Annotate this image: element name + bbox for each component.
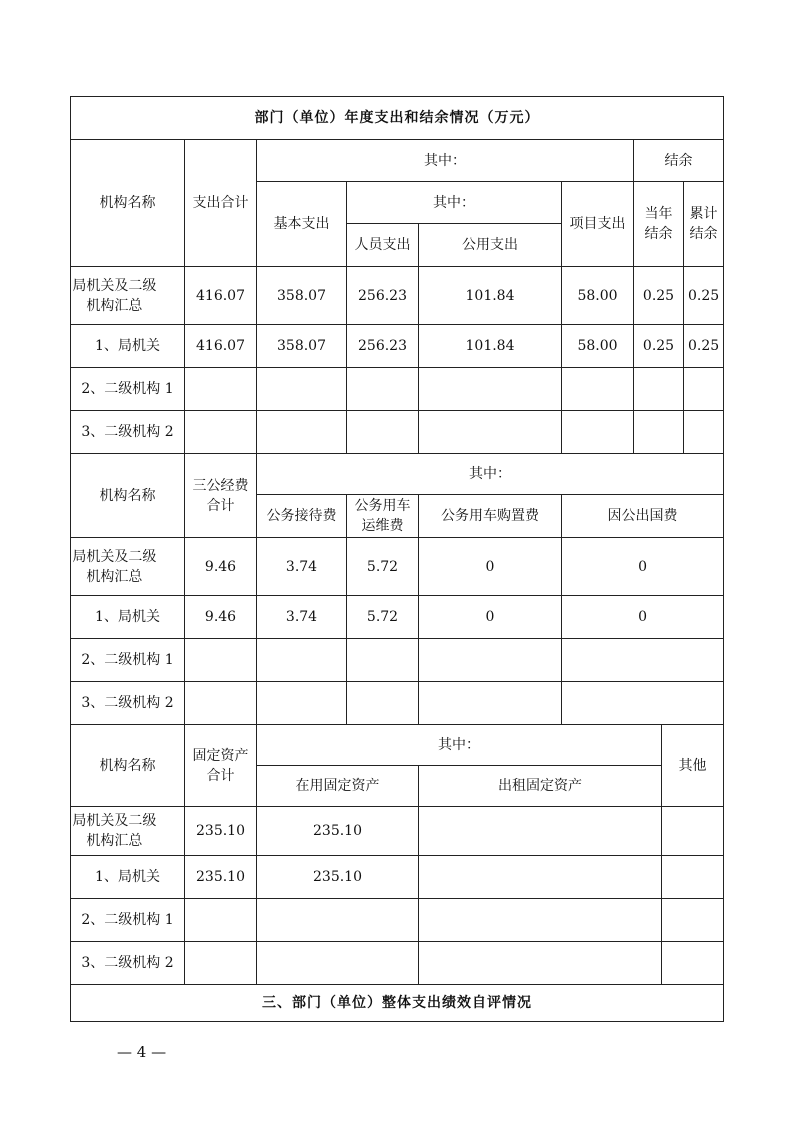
row-org-name: 2、二级机构 1 [71,368,185,411]
cell-abroad [562,639,724,682]
cell-total [185,639,257,682]
cell-project [562,368,634,411]
header-leased-assets: 出租固定资产 [419,766,662,807]
header-total-expenditure: 支出合计 [185,140,257,267]
cell-vehicle-purchase: 0 [419,538,562,596]
cell-leased [419,942,662,985]
header-reception: 公务接待费 [257,495,347,538]
cell-total [185,682,257,725]
cell-abroad: 0 [562,538,724,596]
cell-personnel: 256.23 [347,267,419,325]
header-surplus: 结余 [634,140,724,182]
row-org-name: 2、二级机构 1 [71,899,185,942]
cell-in-use: 235.10 [257,807,419,856]
cell-project: 58.00 [562,325,634,368]
expenditure-surplus-table [70,96,724,1022]
cell-public: 101.84 [419,325,562,368]
table-row [71,682,724,725]
row-org-name: 3、二级机构 2 [71,942,185,985]
section-heading: 三、部门（单位）整体支出绩效自评情况 [71,985,724,1022]
cell-total: 9.46 [185,538,257,596]
cell-public: 101.84 [419,267,562,325]
cell-current-surplus: 0.25 [634,325,684,368]
cell-total [185,411,257,454]
cell-other [662,942,724,985]
cell-project: 58.00 [562,267,634,325]
cell-cumulative-surplus: 0.25 [684,325,724,368]
header-of-which-basic: 其中： [347,182,562,224]
table-row [71,411,724,454]
header-org-name: 机构名称 [71,140,185,267]
cell-cumulative-surplus: 0.25 [684,267,724,325]
cell-in-use [257,942,419,985]
table-row [71,325,724,368]
cell-leased [419,807,662,856]
cell-vehicle-ops [347,639,419,682]
cell-personnel [347,368,419,411]
cell-other [662,807,724,856]
cell-basic [257,411,347,454]
cell-total [185,942,257,985]
table-row [71,807,724,856]
row-org-name: 3、二级机构 2 [71,682,185,725]
cell-basic: 358.07 [257,267,347,325]
header-in-use-assets: 在用固定资产 [257,766,419,807]
table-row [71,899,724,942]
table-row [71,639,724,682]
cell-personnel [347,411,419,454]
row-org-name: 1、局机关 [71,325,185,368]
cell-personnel: 256.23 [347,325,419,368]
page-number: — 4 — [117,1043,167,1061]
cell-current-surplus [634,411,684,454]
header-other: 其他 [662,725,724,807]
header-org-name: 机构名称 [71,454,185,538]
cell-leased [419,899,662,942]
cell-public [419,368,562,411]
row-org-name: 2、二级机构 1 [71,639,185,682]
header-current-year-surplus: 当年结余 [634,182,684,267]
header-three-public-total: 三公经费合计 [185,454,257,538]
header-org-name: 机构名称 [71,725,185,807]
cell-vehicle-ops: 5.72 [347,538,419,596]
cell-cumulative-surplus [684,411,724,454]
cell-other [662,856,724,899]
table-row [71,368,724,411]
cell-reception [257,639,347,682]
cell-cumulative-surplus [684,368,724,411]
cell-total [185,368,257,411]
cell-reception: 3.74 [257,538,347,596]
cell-vehicle-purchase: 0 [419,596,562,639]
cell-abroad: 0 [562,596,724,639]
row-org-name: 局机关及二级机构汇总 [71,267,185,325]
cell-total: 416.07 [185,325,257,368]
cell-total [185,899,257,942]
cell-total: 416.07 [185,267,257,325]
header-vehicle-ops: 公务用车运维费 [347,495,419,538]
cell-abroad [562,682,724,725]
cell-vehicle-purchase [419,639,562,682]
header-of-which: 其中： [257,725,662,766]
cell-reception [257,682,347,725]
header-personnel-expenditure: 人员支出 [347,224,419,267]
cell-total: 235.10 [185,807,257,856]
header-cumulative-surplus: 累计结余 [684,182,724,267]
table-row [71,267,724,325]
cell-public [419,411,562,454]
row-org-name: 3、二级机构 2 [71,411,185,454]
row-org-name: 1、局机关 [71,596,185,639]
header-project-expenditure: 项目支出 [562,182,634,267]
cell-other [662,899,724,942]
cell-current-surplus: 0.25 [634,267,684,325]
header-fixed-assets-total: 固定资产合计 [185,725,257,807]
header-of-which: 其中： [257,140,634,182]
cell-project [562,411,634,454]
cell-in-use [257,899,419,942]
cell-total: 235.10 [185,856,257,899]
cell-total: 9.46 [185,596,257,639]
row-org-name: 局机关及二级机构汇总 [71,807,185,856]
table-row [71,596,724,639]
header-vehicle-purchase: 公务用车购置费 [419,495,562,538]
row-org-name: 1、局机关 [71,856,185,899]
table-row [71,538,724,596]
cell-basic: 358.07 [257,325,347,368]
cell-basic [257,368,347,411]
cell-current-surplus [634,368,684,411]
cell-reception: 3.74 [257,596,347,639]
table-row [71,942,724,985]
cell-vehicle-ops: 5.72 [347,596,419,639]
row-org-name: 局机关及二级机构汇总 [71,538,185,596]
header-basic-expenditure: 基本支出 [257,182,347,267]
cell-leased [419,856,662,899]
header-abroad: 因公出国费 [562,495,724,538]
table-row [71,856,724,899]
cell-vehicle-purchase [419,682,562,725]
header-public-expenditure: 公用支出 [419,224,562,267]
cell-vehicle-ops [347,682,419,725]
header-of-which: 其中： [257,454,724,495]
table-title: 部门（单位）年度支出和结余情况（万元） [71,97,724,140]
cell-in-use: 235.10 [257,856,419,899]
